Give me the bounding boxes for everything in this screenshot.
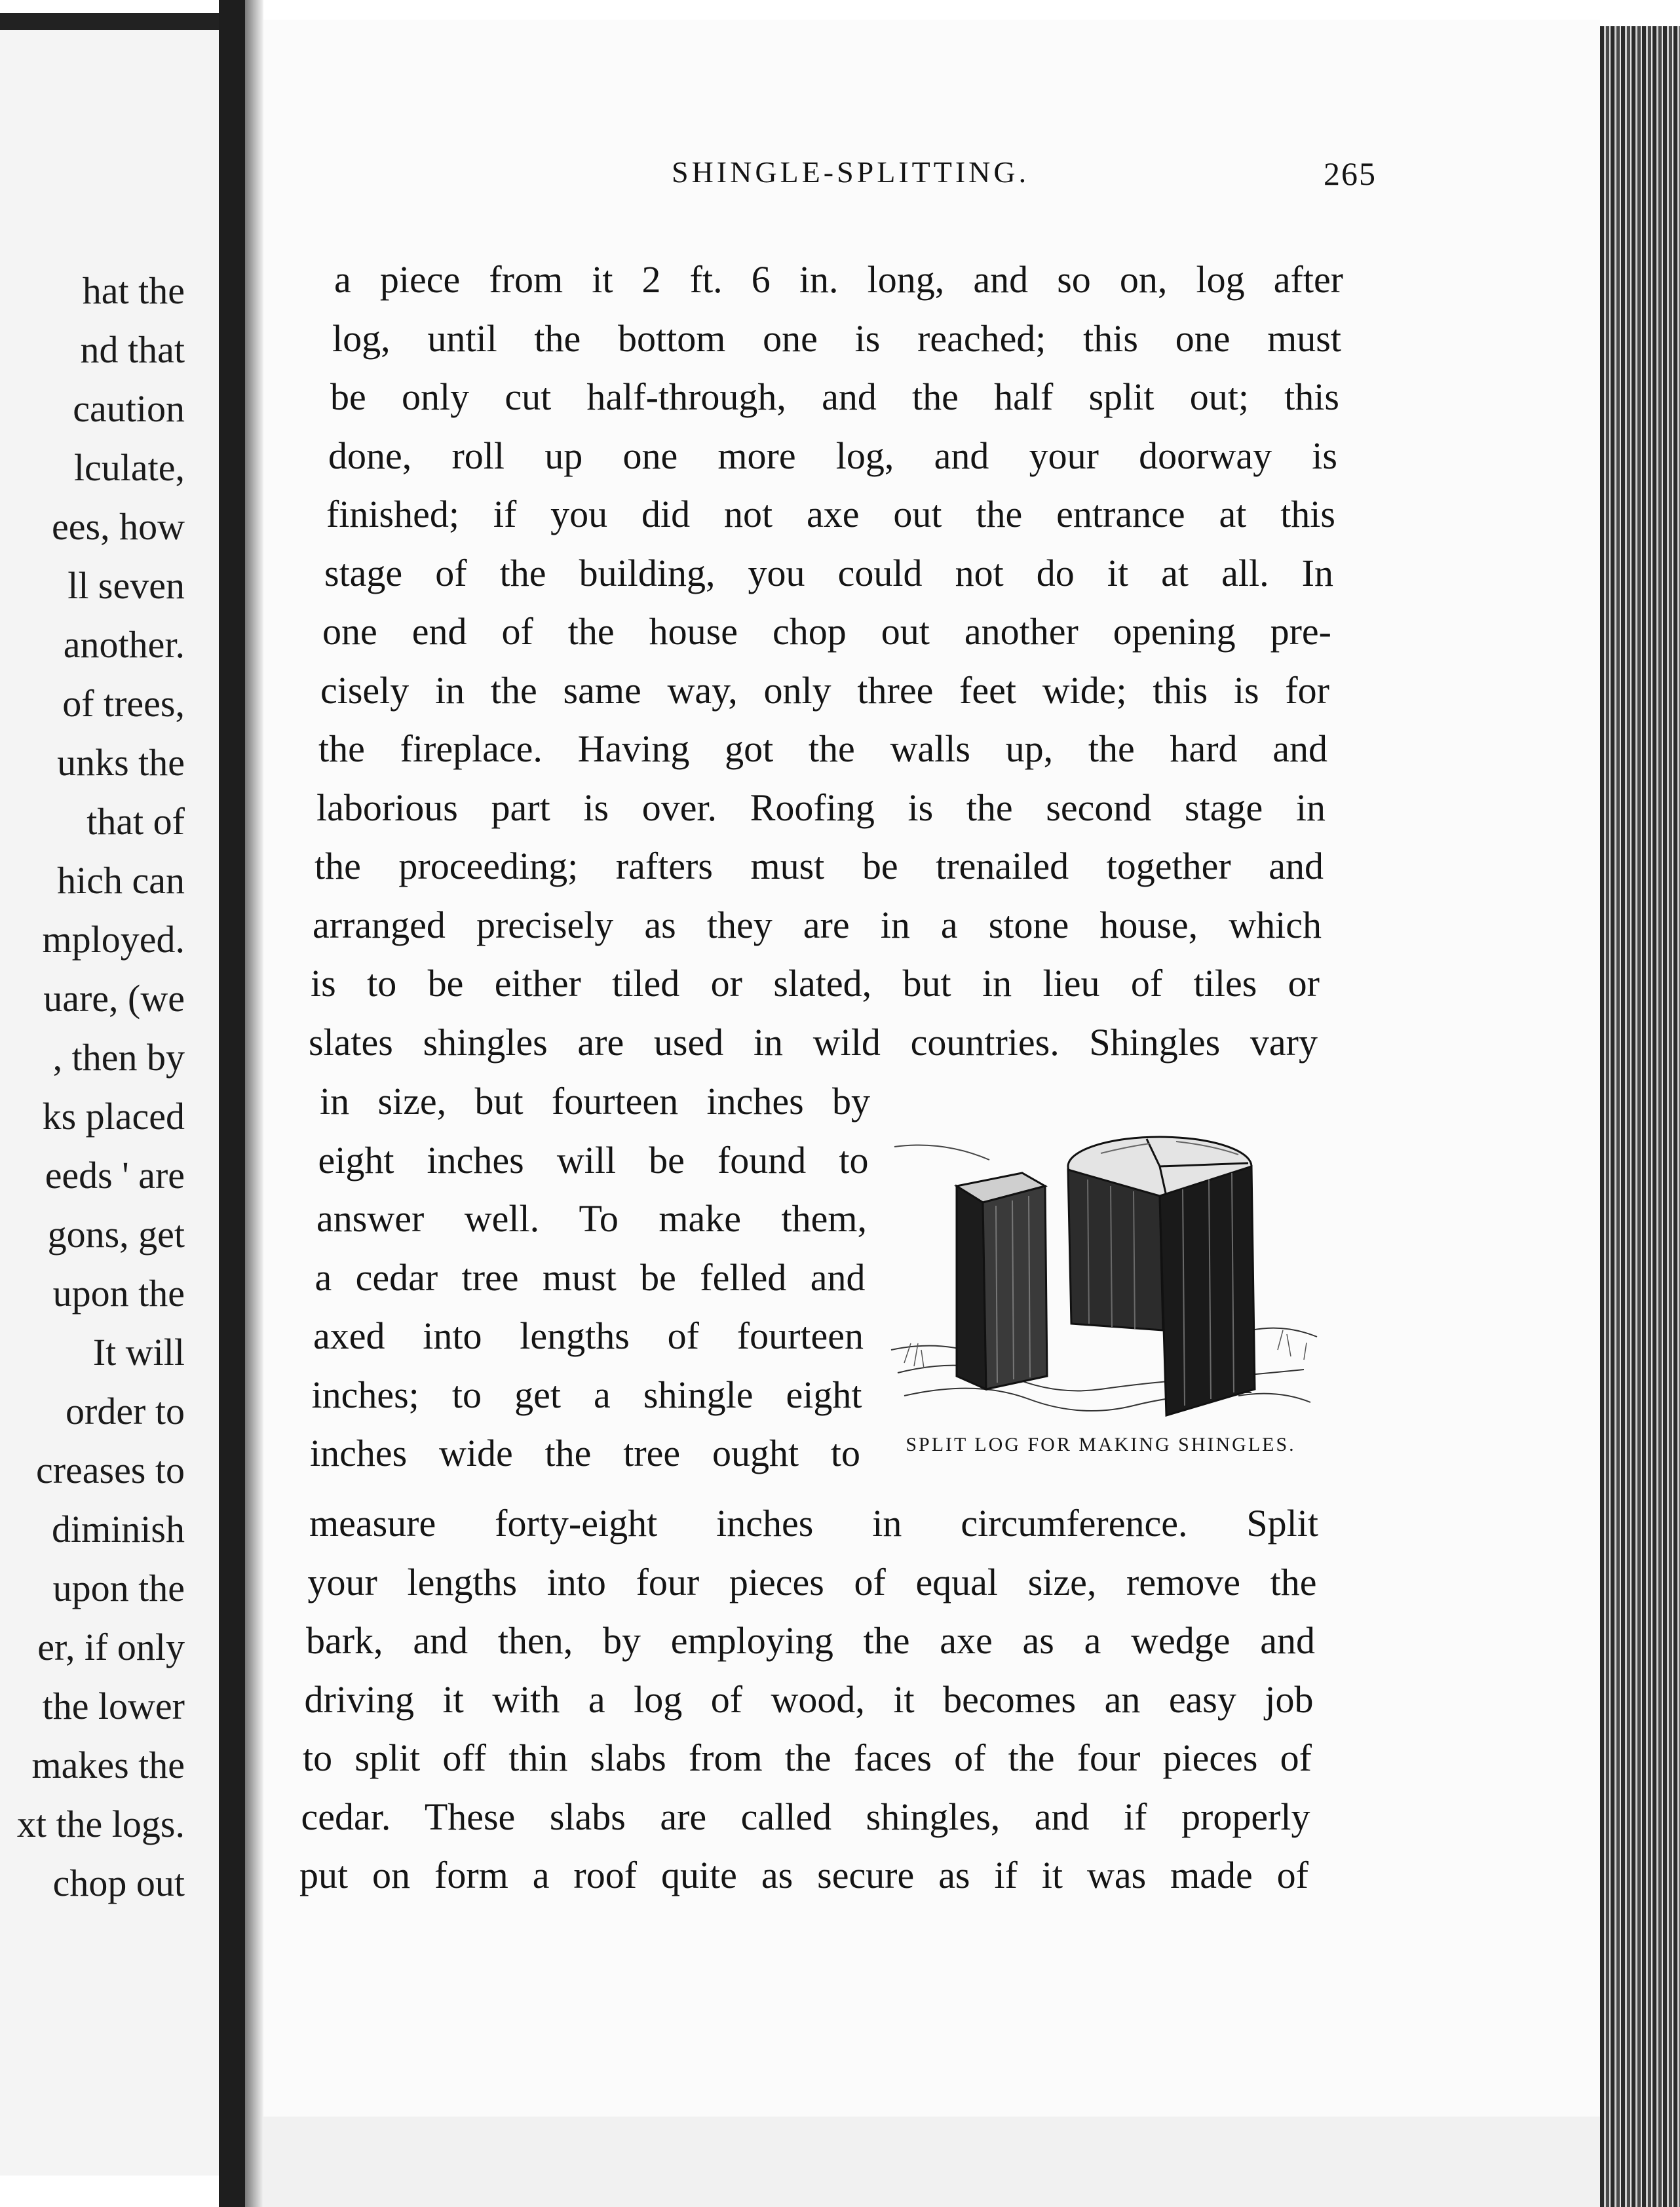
facing-page-line: hat the (82, 269, 185, 312)
gutter-shadow (245, 0, 263, 2207)
text-line: measure forty-eight inches in circumference. Split (309, 1502, 1318, 1545)
facing-page-line: ees, how (52, 505, 185, 548)
text-line: inches wide the tree ought to (310, 1432, 860, 1474)
text-line: is to be either tiled or slated, but in lieu of tiles or (311, 962, 1320, 1005)
facing-page-line: ll seven (67, 564, 185, 607)
text-line: to split off thin slabs from the faces of the four pieces of (303, 1737, 1312, 1779)
facing-page-line: that of (86, 800, 185, 843)
page-number: 265 (1324, 155, 1377, 192)
text-line: cisely in the same way, only three feet wide; this is for (320, 668, 1329, 712)
text-line: inches; to get a shingle eight (311, 1373, 862, 1416)
facing-page-line: another. (63, 623, 185, 666)
facing-page-line: It will (92, 1331, 185, 1373)
text-line: the fireplace. Having got the walls up, the hard and (318, 727, 1327, 770)
facing-page-line: hich can (57, 859, 185, 902)
facing-page-line: nd that (80, 328, 185, 371)
facing-page-line: xt the logs. (16, 1803, 185, 1845)
facing-page-line: the lower (42, 1685, 185, 1727)
text-line: log, until the bottom one is reached; this one must (332, 317, 1341, 360)
page-bottom-margin (263, 2117, 1600, 2207)
text-line: answer well. To make them, (316, 1197, 867, 1240)
facing-page-line: unks the (57, 741, 185, 784)
text-line: done, roll up one more log, and your doorway is (328, 434, 1337, 477)
text-line: cedar. These slabs are called shingles, and if properly (301, 1795, 1310, 1838)
text-line: stage of the building, you could not do it at all. In (324, 551, 1333, 594)
text-line: finished; if you did not axe out the entrance at this (326, 493, 1335, 535)
facing-page-line: er, if only (37, 1626, 185, 1668)
text-line: a cedar tree must be felled and (315, 1256, 866, 1299)
facing-page-line: caution (73, 387, 185, 430)
facing-page-line: of trees, (62, 682, 185, 725)
text-line: be only cut half-through, and the half split out; this (330, 375, 1339, 418)
text-line: arranged precisely as they are in a stone house, which (313, 903, 1322, 946)
facing-page-line: lculate, (73, 446, 185, 489)
facing-page-line: mployed. (42, 918, 185, 961)
split-log-engraving (885, 1114, 1330, 1429)
text-line: bark, and then, by employing the axe as a wedge and (306, 1619, 1315, 1662)
page-fore-edge (1600, 26, 1680, 2207)
facing-page-line: eeds ' are (45, 1154, 185, 1197)
text-line: laborious part is over. Roofing is the second stage in (316, 786, 1326, 829)
facing-page-line: gons, get (47, 1213, 185, 1256)
text-line: slates shingles are used in wild countries. Shingles vary (309, 1020, 1318, 1064)
facing-page-line: order to (66, 1390, 185, 1432)
text-line: axed into lengths of fourteen (313, 1315, 864, 1357)
facing-page-line: , then by (52, 1036, 185, 1079)
running-head-title: SHINGLE-SPLITTING. (672, 155, 1030, 189)
spine-gutter (219, 0, 245, 2207)
text-line: your lengths into four pieces of equal size, remove the (307, 1560, 1317, 1603)
facing-page-top-edge (0, 13, 219, 30)
facing-page-line: upon the (52, 1567, 185, 1609)
figure-caption: SPLIT LOG FOR MAKING SHINGLES. (906, 1434, 1296, 1455)
left-log-half (957, 1173, 1047, 1389)
text-line: one end of the house chop out another opening pre- (322, 610, 1331, 653)
facing-page-line: uare, (we (43, 977, 185, 1020)
text-line: in size, but fourteen inches by (320, 1080, 870, 1123)
facing-page-left (0, 13, 219, 2176)
text-line: driving it with a log of wood, it becomes an easy job (304, 1678, 1314, 1721)
text-line: a piece from it 2 ft. 6 in. long, and so on, log after (334, 258, 1343, 301)
facing-page-line: chop out (52, 1862, 185, 1904)
facing-page-line: ks placed (42, 1095, 185, 1138)
text-line: the proceeding; rafters must be trenailed together and (315, 845, 1324, 887)
text-line: eight inches will be found to (318, 1138, 869, 1181)
right-log-quartered (1068, 1137, 1255, 1415)
text-line: put on form a roof quite as secure as if it was made of (299, 1854, 1308, 1896)
facing-page-line: creases to (35, 1449, 185, 1491)
facing-page-line: makes the (31, 1744, 185, 1786)
sky-line (894, 1145, 989, 1161)
facing-page-line: diminish (51, 1508, 185, 1550)
facing-page-line: upon the (52, 1272, 185, 1315)
